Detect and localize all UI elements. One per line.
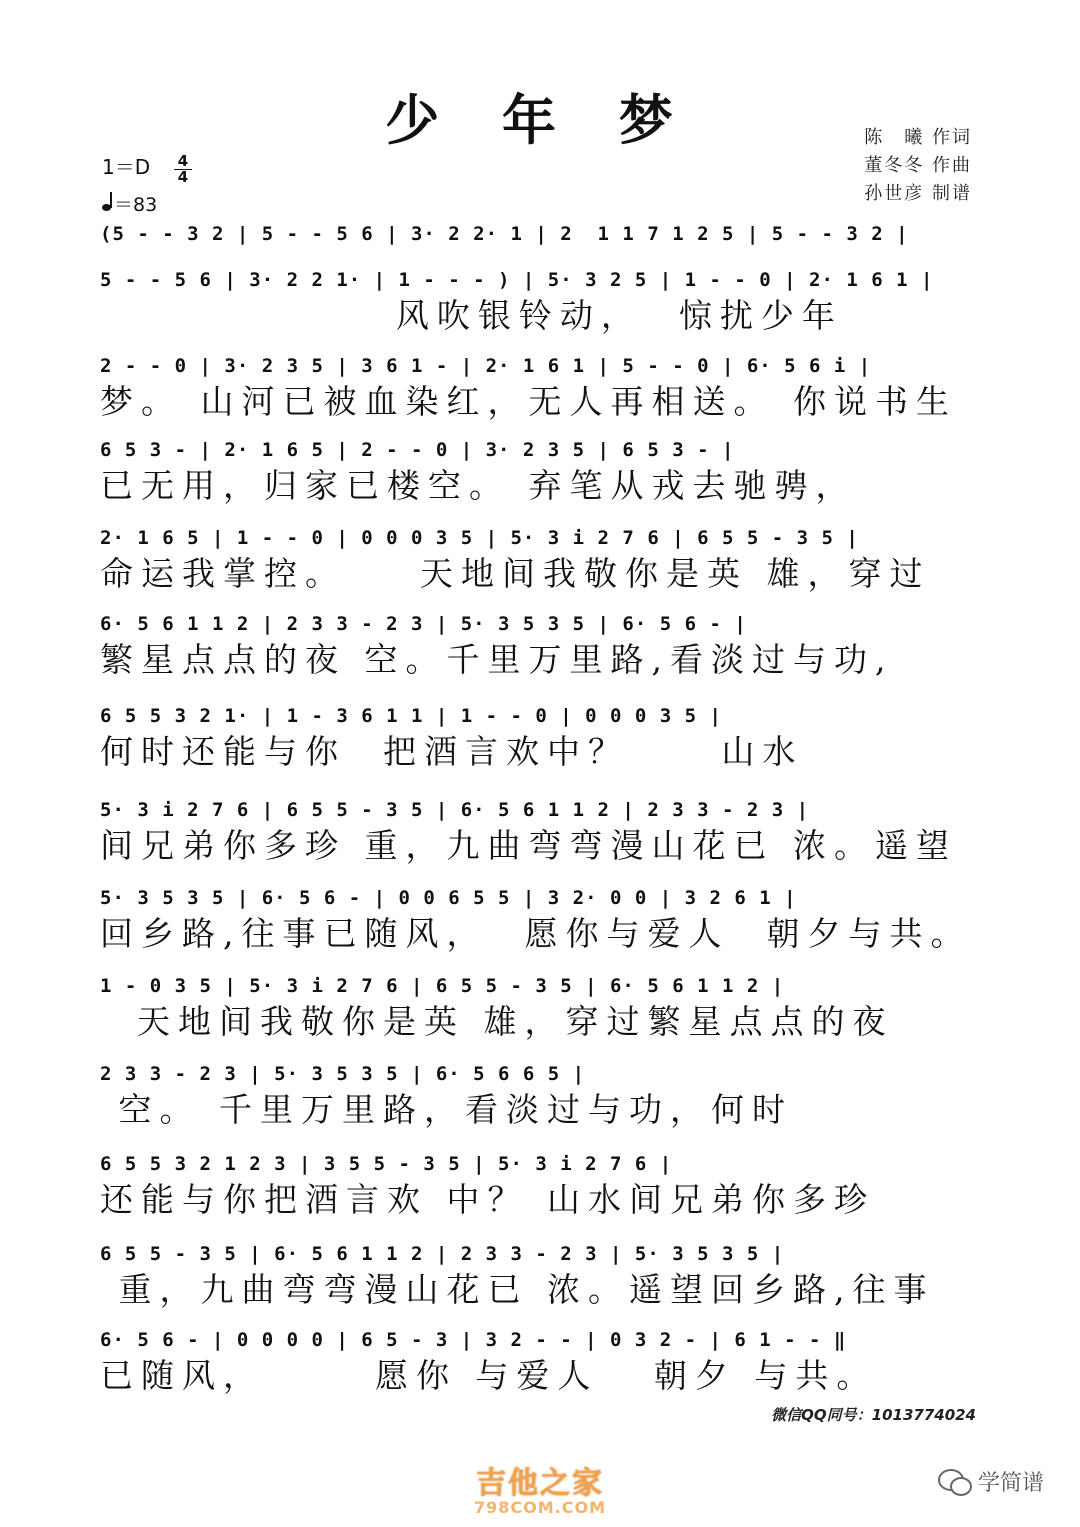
time-signature-top: 4 <box>174 154 192 170</box>
lyric-line: 风吹银铃动， 惊扰少年 <box>100 296 843 335</box>
watermark-logo <box>0 1458 1080 1517</box>
arranger-credit: 孙世彦 制谱 <box>864 183 972 204</box>
lyric-line: 空。 千里万里路，看淡过与功，何时 <box>100 1090 793 1129</box>
score-system <box>100 1240 980 1314</box>
watermark-account <box>938 1466 1044 1497</box>
lyric-line: 已随风， 愿你 与爱人 朝夕 与共。 <box>100 1356 878 1395</box>
score-system <box>100 436 980 510</box>
contact-info: 微信QQ同号：1013774024 <box>771 1406 976 1424</box>
credits <box>864 124 972 208</box>
notation-line: 6 5 5 - 3 5 | 6· 5 6 1 1 2 | 2 3 3 - 2 3 | 5· 3 5 3 5 | <box>100 1243 785 1265</box>
score-system <box>100 1326 980 1400</box>
tempo-value: ＝83 <box>114 194 158 216</box>
score-system <box>100 1150 980 1224</box>
score-system <box>100 884 980 958</box>
key-signature: 1＝D <box>102 155 151 179</box>
notation-line: 6· 5 6 - | 0 0 0 0 | 6 5 - 3 | 3 2 - - | 0 3 2 - | 6 1 - - ‖ <box>100 1329 847 1351</box>
notation-line: 2 3 3 - 2 3 | 5· 3 5 3 5 | 6· 5 6 6 5 | <box>100 1063 586 1085</box>
notation-line: 6 5 5 3 2 1 2 3 | 3 5 5 - 3 5 | 5· 3 i 2 7 6 | <box>100 1153 673 1175</box>
lyric-line: 间兄弟你多珍 重，九曲弯弯漫山花已 浓。遥望 <box>100 826 957 865</box>
notation-line: 6 5 5 3 2 1· | 1 - 3 6 1 1 | 1 - - 0 | 0 0 0 3 5 | <box>100 705 722 727</box>
song-title: 少 年 梦 <box>385 89 695 152</box>
lyric-line: 繁星点点的夜 空。千里万里路,看淡过与功, <box>100 640 894 679</box>
notation-line: 2· 1 6 5 | 1 - - 0 | 0 0 0 3 5 | 5· 3 i 2 7 6 | 6 5 5 - 3 5 | <box>100 527 859 549</box>
watermark-site-name: 吉他之家 <box>476 1466 604 1501</box>
notation-line: 6· 5 6 1 1 2 | 2 3 3 - 2 3 | 5· 3 5 3 5 | 6· 5 6 - | <box>100 613 747 635</box>
lyric-line: 命运我掌控。 天地间我敬你是英 雄，穿过 <box>100 554 931 593</box>
score-system <box>100 610 980 684</box>
notation-line: 6 5 3 - | 2· 1 6 5 | 2 - - 0 | 3· 2 3 5 | 6 5 3 - | <box>100 439 735 461</box>
watermark-site-url: 798COM.COM <box>473 1498 606 1517</box>
score-system <box>100 266 980 340</box>
lyric-line: 已无用，归家已楼空。 弃笔从戎去驰骋， <box>100 466 857 505</box>
time-signature-bottom: 4 <box>177 168 189 186</box>
lyric-line: 何时还能与你 把酒言欢中？ 山水 <box>100 732 804 771</box>
watermark-account-name: 学简谱 <box>977 1471 1044 1496</box>
lyricist-credit: 陈 曦 作词 <box>864 127 972 148</box>
score-system <box>100 352 980 426</box>
lyric-line: 重，九曲弯弯漫山花已 浓。遥望回乡路,往事 <box>100 1270 935 1309</box>
notation-line: 1 - 0 3 5 | 5· 3 i 2 7 6 | 6 5 5 - 3 5 | 6· 5 6 1 1 2 | <box>100 975 785 997</box>
quarter-note-icon <box>102 193 112 211</box>
notation-line: 5· 3 5 3 5 | 6· 5 6 - | 0 0 6 5 5 | 3 2· 0 0 | 3 2 6 1 | <box>100 887 797 909</box>
score-system <box>100 796 980 870</box>
lyric-line: 天地间我敬你是英 雄，穿过繁星点点的夜 <box>100 1002 894 1041</box>
lyric-line: 还能与你把酒言欢 中？ 山水间兄弟你多珍 <box>100 1180 875 1219</box>
score-system <box>100 972 980 1046</box>
notation-line: (5 - - 3 2 | 5 - - 5 6 | 3· 2 2· 1 | 2 1 1 7 1 2 5 | 5 - - 3 2 | <box>100 223 909 245</box>
time-signature <box>174 154 192 185</box>
lyric-line: 梦。 山河已被血染红，无人再相送。 你说书生 <box>100 382 957 421</box>
wechat-icon <box>938 1469 970 1495</box>
notation-line: 2 - - 0 | 3· 2 3 5 | 3 6 1 - | 2· 1 6 1 | 5 - - 0 | 6· 5 6 i | <box>100 355 872 377</box>
lyric-line: 回乡路,往事已随风， 愿你与爱人 朝夕与共。 <box>100 914 972 953</box>
score-system <box>100 1060 980 1134</box>
score-system <box>100 524 980 598</box>
notation-line: 5 - - 5 6 | 3· 2 2 1· | 1 - - - ) | 5· 3 2 5 | 1 - - 0 | 2· 1 6 1 | <box>100 269 934 291</box>
tempo-marking <box>102 190 157 217</box>
composer-credit: 董冬冬 作曲 <box>864 155 972 176</box>
notation-line: 5· 3 i 2 7 6 | 6 5 5 - 3 5 | 6· 5 6 1 1 2 | 2 3 3 - 2 3 | <box>100 799 810 821</box>
score-system <box>100 702 980 776</box>
